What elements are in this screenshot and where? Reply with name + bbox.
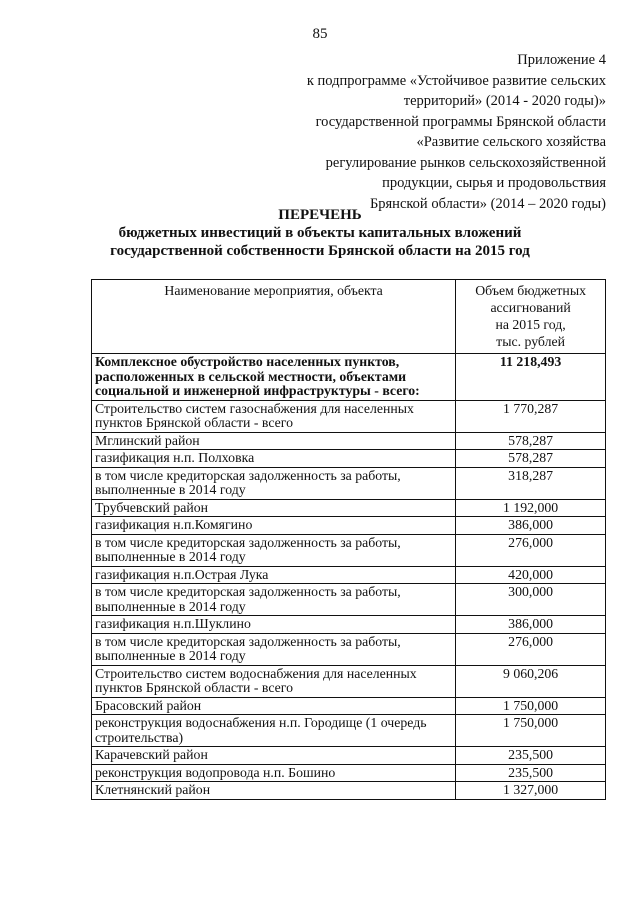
table-row [92,400,606,432]
appendix-line: территорий» (2014 - 2020 годы)» [403,93,606,109]
row-name-cell: Строительство систем газоснабжения для населенных пунктов Брянской области - всего [92,400,456,432]
row-name-cell: Мглинский район [92,432,456,450]
title-line-1: ПЕРЕЧЕНЬ [278,207,362,223]
row-name-cell: Карачевский район [92,747,456,765]
row-name-cell: в том числе кредиторская задолженность за работы, выполненные в 2014 году [92,633,456,665]
row-value-cell: 1 327,000 [456,782,606,800]
appendix-line: Приложение 4 [517,52,606,68]
row-name-cell: в том числе кредиторская задолженность за работы, выполненные в 2014 году [92,584,456,616]
table-row [92,499,606,517]
appendix-line: продукции, сырья и продовольствия [382,175,606,191]
total-value-cell: 11 218,493 [456,354,606,401]
row-value-cell: 318,287 [456,467,606,499]
row-name-cell: Брасовский район [92,697,456,715]
row-value-cell: 235,500 [456,747,606,765]
page-number: 85 [312,26,328,42]
header-value-line: на 2015 год, [495,317,566,332]
table-row [92,616,606,634]
header-value-cell [456,280,606,354]
row-name-cell: Трубчевский район [92,499,456,517]
row-value-cell: 276,000 [456,633,606,665]
row-value-cell: 386,000 [456,517,606,535]
table-row [92,782,606,800]
row-name-cell: Строительство систем водоснабжения для населенных пунктов Брянской области - всего [92,665,456,697]
appendix-line: «Развитие сельского хозяйства [416,134,606,150]
header-value-line: тыс. рублей [496,334,565,349]
total-name-cell: Комплексное обустройство населенных пунктов, расположенных в сельской местности, объектами социальной и инженерной инфраструктуры - всего: [92,354,456,401]
row-value-cell: 276,000 [456,534,606,566]
row-name-cell: газификация н.п. Полховка [92,450,456,468]
investment-table [91,279,606,800]
row-name-cell: Клетнянский район [92,782,456,800]
table-row [92,566,606,584]
header-value-line: ассигнований [490,300,571,315]
title-line-3: государственной собственности Брянской области на 2015 год [110,243,530,259]
appendix-line: к подпрограмме «Устойчивое развитие сельских [306,72,606,89]
header-value-line: Объем бюджетных [475,283,586,298]
row-value-cell: 578,287 [456,432,606,450]
row-name-cell: газификация н.п.Комягино [92,517,456,535]
table-row [92,747,606,765]
header-name-cell: Наименование мероприятия, объекта [92,280,456,354]
appendix-line: государственной программы Брянской области [315,113,606,130]
table-row [92,432,606,450]
row-value-cell: 1 750,000 [456,715,606,747]
row-name-cell: реконструкция водоснабжения н.п. Городище (1 очередь строительства) [92,715,456,747]
row-name-cell: реконструкция водопровода н.п. Бошино [92,764,456,782]
table-row [92,517,606,535]
table-row [92,764,606,782]
appendix-line: Брянской области» (2014 – 2020 годы) [369,195,606,212]
table-row [92,665,606,697]
table-row [92,715,606,747]
row-value-cell: 578,287 [456,450,606,468]
row-value-cell: 1 750,000 [456,697,606,715]
table-row [92,584,606,616]
row-value-cell: 1 192,000 [456,499,606,517]
row-value-cell: 420,000 [456,566,606,584]
row-name-cell: газификация н.п.Шуклино [92,616,456,634]
document-title [0,206,640,260]
table-row [92,697,606,715]
row-name-cell: в том числе кредиторская задолженность за работы, выполненные в 2014 году [92,534,456,566]
appendix-header [166,50,606,214]
row-value-cell: 386,000 [456,616,606,634]
row-value-cell: 9 060,206 [456,665,606,697]
title-line-2: бюджетных инвестиций в объекты капитальных вложений [118,225,522,241]
row-value-cell: 300,000 [456,584,606,616]
appendix-line: регулирование рынков сельскохозяйственной [325,154,606,171]
table-row [92,467,606,499]
table-row [92,534,606,566]
table-row [92,633,606,665]
row-name-cell: газификация н.п.Острая Лука [92,566,456,584]
table-row [92,450,606,468]
row-name-cell: в том числе кредиторская задолженность за работы, выполненные в 2014 году [92,467,456,499]
row-value-cell: 1 770,287 [456,400,606,432]
total-row [92,354,606,401]
row-value-cell: 235,500 [456,764,606,782]
table-header-row [92,280,606,354]
